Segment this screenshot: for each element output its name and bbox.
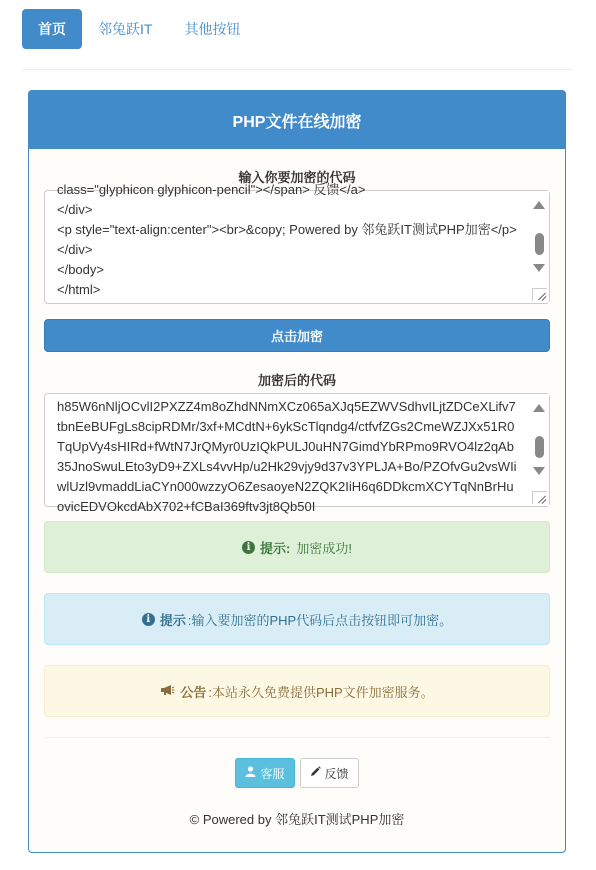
input-scrollbar[interactable] xyxy=(529,191,549,303)
info-circle-icon: i xyxy=(242,541,255,554)
nav-item-lintuyue[interactable]: 邻兔跃IT xyxy=(98,21,153,37)
footer-text: © Powered by 邻兔跃IT测试PHP加密 xyxy=(189,812,405,827)
top-nav xyxy=(22,9,256,49)
alert-text: 加密成功! xyxy=(296,540,352,556)
bullhorn-icon xyxy=(160,684,175,699)
alert-text: :本站永久免费提供PHP文件加密服务。 xyxy=(208,684,434,700)
scroll-down-icon[interactable] xyxy=(533,264,545,272)
scroll-up-icon[interactable] xyxy=(533,404,545,412)
resize-handle-icon[interactable] xyxy=(532,288,547,301)
code-line: </body> xyxy=(57,262,104,277)
panel-title: PHP文件在线加密 xyxy=(29,91,565,149)
feedback-button[interactable] xyxy=(300,758,359,788)
customer-service-label: 客服 xyxy=(260,766,285,781)
nav-item-home[interactable]: 首页 xyxy=(22,9,82,49)
output-label: 加密后的代码 xyxy=(257,373,336,388)
code-line: </div> xyxy=(57,202,93,217)
code-line: <p style="text-align:center"><br>&copy; Powered by 邻兔跃IT测试PHP加密</p></div> xyxy=(57,222,517,257)
code-input[interactable] xyxy=(44,182,550,304)
footer-divider xyxy=(44,737,550,738)
info-circle-icon: i xyxy=(142,613,155,626)
success-alert xyxy=(44,521,550,573)
scroll-down-icon[interactable] xyxy=(533,467,545,475)
scroll-thumb[interactable] xyxy=(535,436,544,458)
alert-prefix: 公告 xyxy=(180,684,207,700)
alert-prefix: 提示 xyxy=(159,612,186,628)
input-label: 输入你要加密的代码 xyxy=(238,170,356,185)
customer-service-button[interactable] xyxy=(235,758,294,788)
info-alert xyxy=(44,593,550,645)
notice-alert xyxy=(44,665,550,717)
nav-item-other[interactable]: 其他按钮 xyxy=(184,21,241,37)
scroll-up-icon[interactable] xyxy=(533,201,545,209)
output-code-text: h85W6nNljOCvlI2PXZZ4m8oZhdNNmXCz065aXJq5EZWVSdhvILjtZDCeXLifv7tbnEeBUFgLs8cipRDMr/3xf+MCdtN+6ykScTlqndg4/ctfvfZGs2CmeWZJXx51R0TqUpVy4sHIRd+fWtN7JrQMyr0UzIQkPULJ0uHN7GimdYbRPmo9RVO4lz2qAb35JnoSwuLEto3yD9+ZXLs4vvHp/u2Hk29vjy9d37v3YPLJA+Bo/PZOfvGu2vsWIiwlUzl9vmaddLiaCYn000wzzyO6ZesaoyeN2ZQK2IiH6q6DDkcmXCYTqNnBrHuovicEDVOkcdAbX702+fCBaI369ftv3jt8Qb50I xyxy=(57,399,517,514)
user-icon xyxy=(245,766,256,780)
code-line: class="glyphicon glyphicon-pencil"></span> 反馈</a> xyxy=(57,182,366,197)
code-output[interactable] xyxy=(44,393,550,514)
scroll-thumb[interactable] xyxy=(535,233,544,255)
encrypt-panel xyxy=(28,90,566,853)
encrypt-button[interactable]: 点击加密 xyxy=(44,319,550,352)
alert-text: :输入要加密的PHP代码后点击按钮即可加密。 xyxy=(187,612,453,628)
action-buttons xyxy=(29,758,565,788)
pencil-icon xyxy=(310,766,321,780)
resize-handle-icon[interactable] xyxy=(532,491,547,504)
output-scrollbar[interactable] xyxy=(529,394,549,506)
nav-divider xyxy=(22,69,572,70)
code-line: </html> xyxy=(57,282,101,297)
feedback-label: 反馈 xyxy=(324,766,349,781)
alert-prefix: 提示: xyxy=(260,540,291,556)
